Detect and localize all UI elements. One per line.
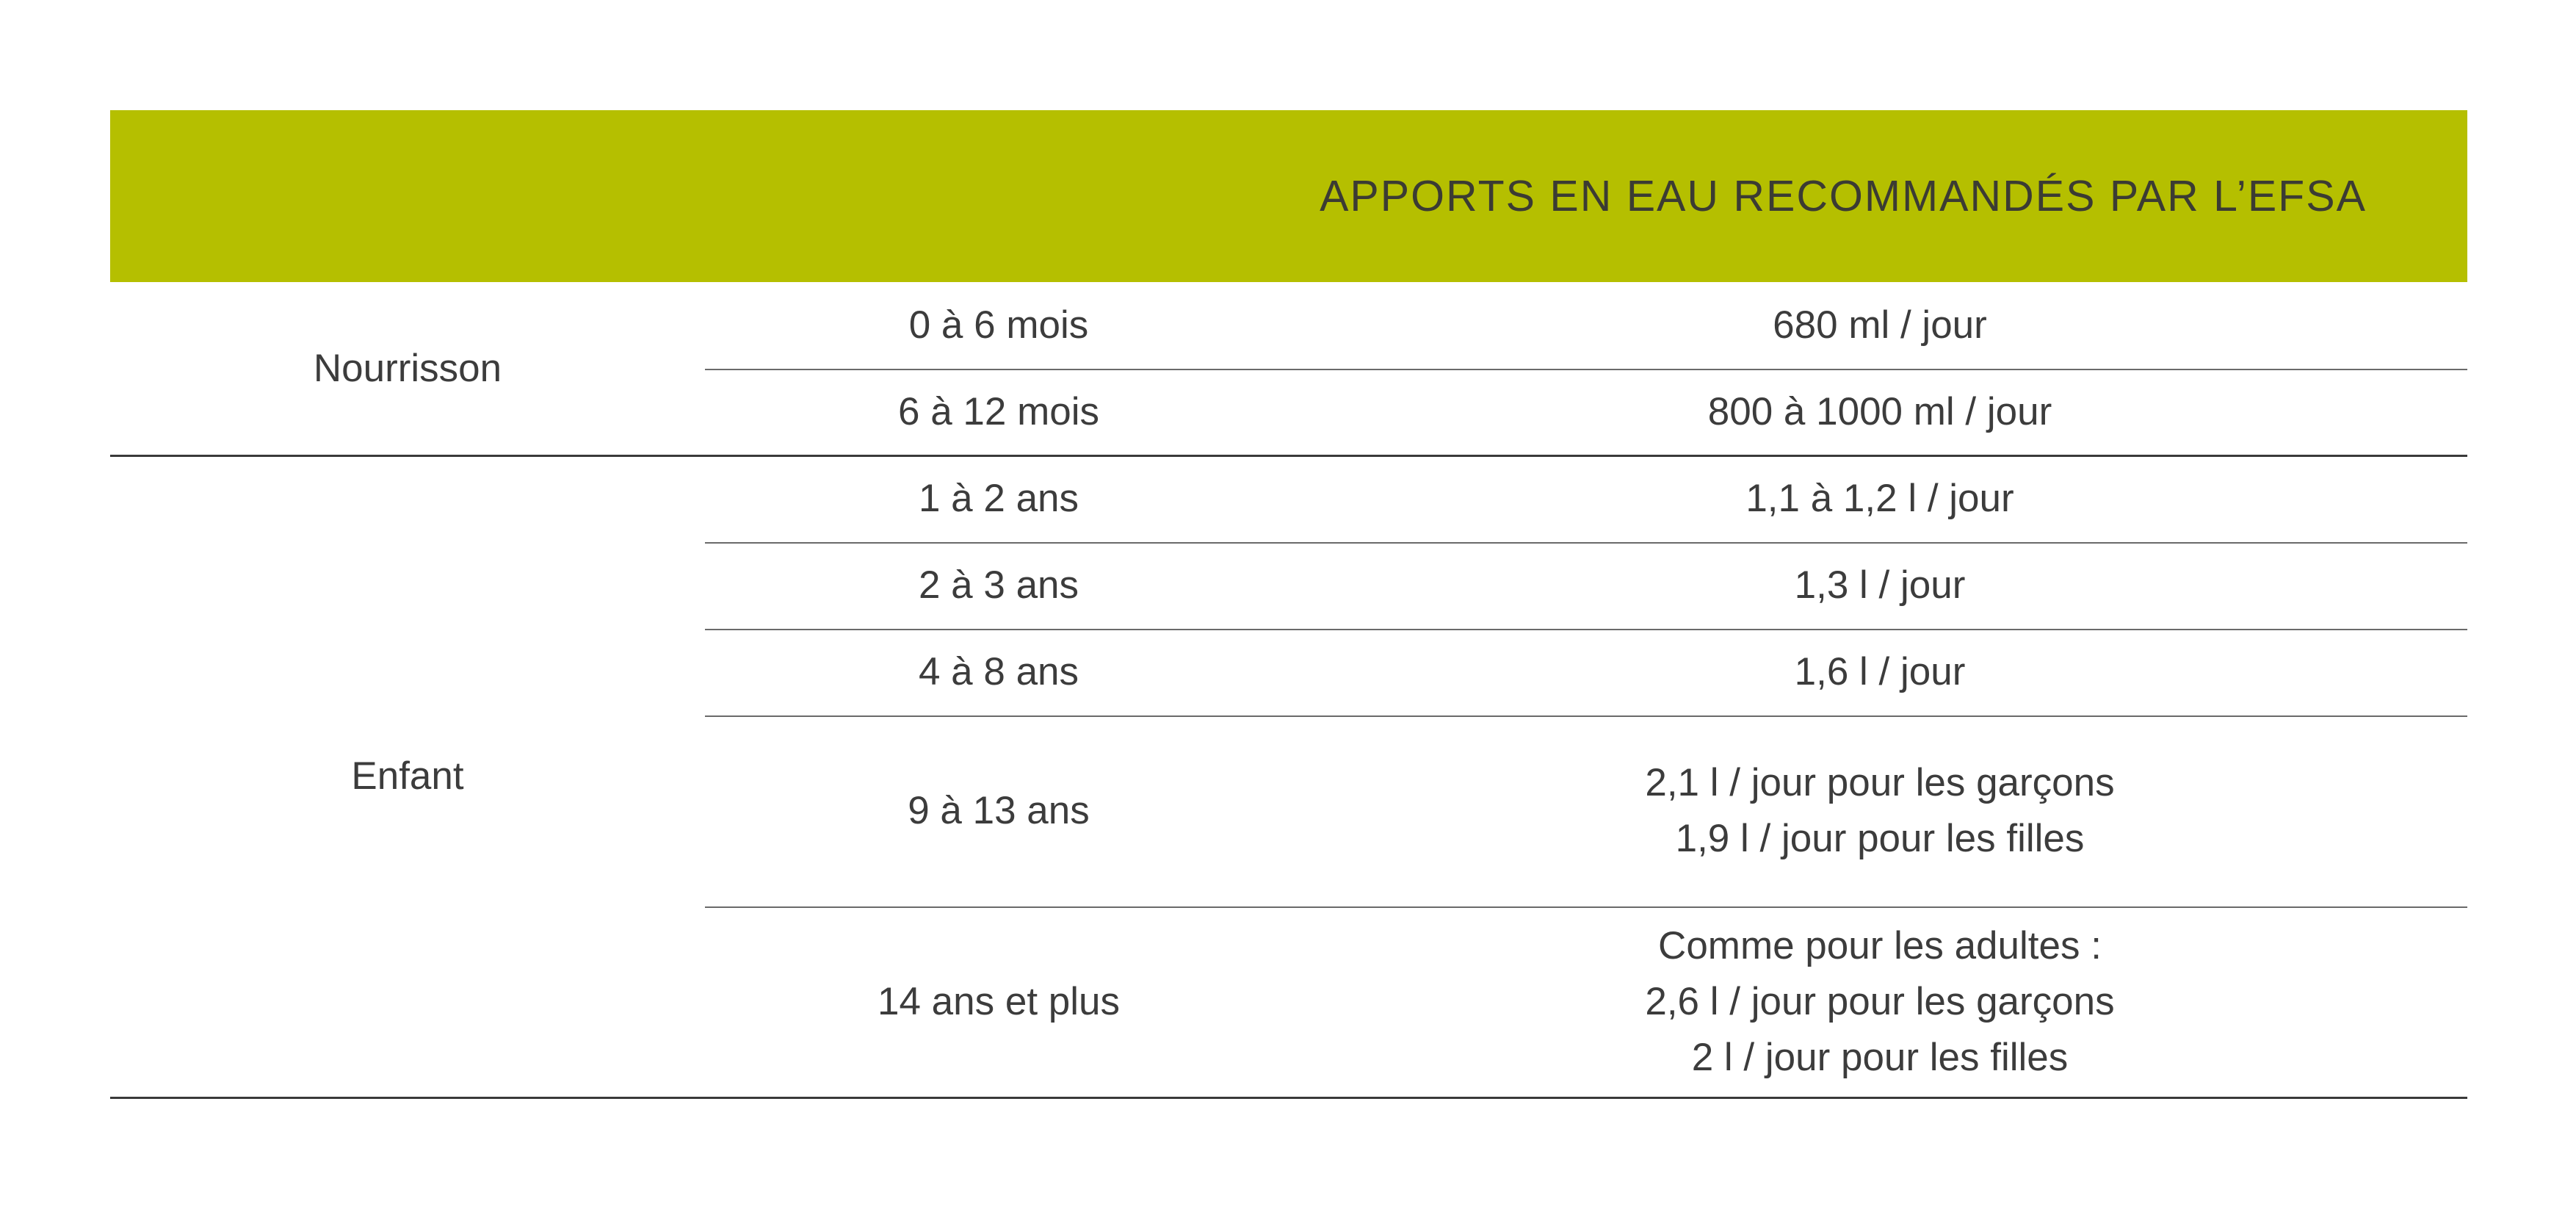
row-divider — [705, 629, 2467, 630]
age-cell: 0 à 6 mois — [908, 303, 1089, 347]
group-label-nourrisson: Nourrisson — [313, 347, 502, 390]
age-cell: 14 ans et plus — [877, 980, 1120, 1023]
value-line: 1,3 l / jour — [1794, 563, 1966, 607]
row-divider — [705, 906, 2467, 908]
value-line: 1,6 l / jour — [1794, 650, 1966, 693]
value-line: 1,1 à 1,2 l / jour — [1745, 477, 2014, 520]
age-cell: 4 à 8 ans — [918, 650, 1079, 693]
group-divider — [110, 455, 2467, 457]
value-line: Comme pour les adultes : — [1658, 924, 2102, 967]
row-divider — [705, 369, 2467, 370]
row-divider — [705, 715, 2467, 717]
value-cell — [1292, 455, 2467, 542]
value-line: 1,9 l / jour pour les filles — [1675, 817, 2085, 860]
value-line: 2,1 l / jour pour les garçons — [1645, 761, 2115, 804]
table-bottom-rule — [110, 1097, 2467, 1099]
value-cell — [1292, 906, 2467, 1097]
value-cell — [1292, 282, 2467, 369]
age-cell: 1 à 2 ans — [918, 477, 1079, 520]
value-line: 2,6 l / jour pour les garçons — [1645, 980, 2115, 1023]
value-cell — [1292, 369, 2467, 455]
group-label-enfant: Enfant — [351, 754, 464, 798]
value-line: 800 à 1000 ml / jour — [1707, 390, 2052, 433]
value-line: 680 ml / jour — [1773, 303, 1987, 347]
value-cell — [1292, 542, 2467, 629]
value-cell — [1292, 629, 2467, 715]
age-cell: 9 à 13 ans — [908, 789, 1090, 832]
table-header-title: APPORTS EN EAU RECOMMANDÉS PAR L’EFSA — [1320, 172, 2367, 220]
table-header-bar — [110, 110, 2467, 282]
value-line: 2 l / jour pour les filles — [1691, 1036, 2069, 1079]
age-cell: 2 à 3 ans — [918, 563, 1079, 607]
value-cell — [1292, 715, 2467, 906]
row-divider — [705, 542, 2467, 544]
age-cell: 6 à 12 mois — [898, 390, 1099, 433]
